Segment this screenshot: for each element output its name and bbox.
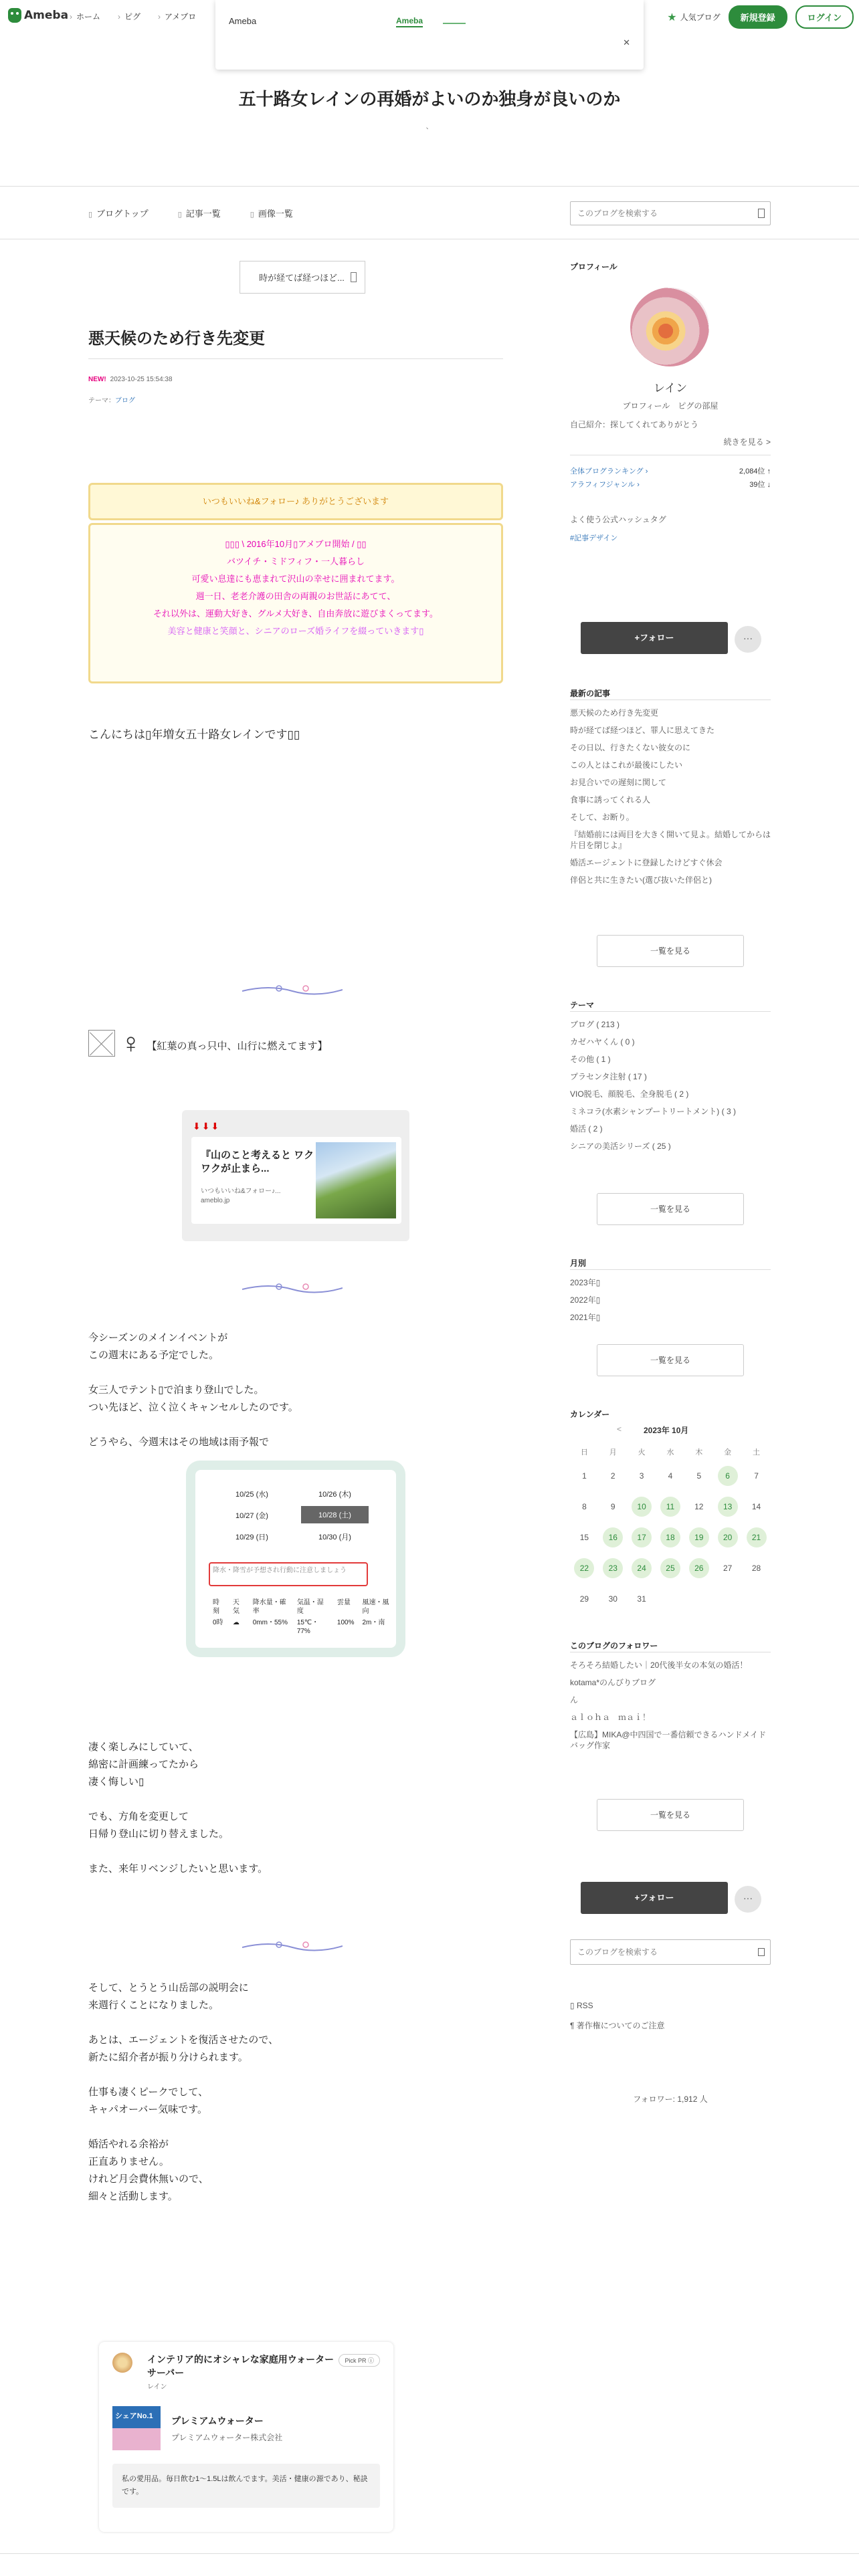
link-card-title: 『山のこと考えると ワクワクが止まら... bbox=[201, 1150, 314, 1174]
recent-item[interactable]: この人とはこれが最後にしたい bbox=[570, 760, 683, 770]
profile-name[interactable]: レイン bbox=[653, 382, 688, 395]
text-line: どうやら、今週末はその地域は雨予報で bbox=[88, 1436, 270, 1448]
calendar-day-number: 31 bbox=[637, 1594, 646, 1604]
calendar-day bbox=[656, 1461, 685, 1491]
calendar-day[interactable] bbox=[684, 1553, 713, 1584]
calendar-day bbox=[713, 1584, 742, 1614]
intro-line: ▯▯▯ \ 2016年10月▯アメブロ開始 / ▯▯ bbox=[225, 539, 367, 549]
forecast-date: 10/30 (月) bbox=[318, 1533, 351, 1541]
sidebar-search-box bbox=[570, 1939, 771, 1965]
calendar-day-number: 5 bbox=[696, 1471, 702, 1481]
calendar-day-number: 20 bbox=[718, 1527, 738, 1547]
popular-label: 人気ブログ bbox=[680, 13, 721, 22]
calendar-day bbox=[684, 1491, 713, 1522]
calendar-day-number: 15 bbox=[579, 1533, 589, 1542]
weather-forecast-image bbox=[195, 1470, 396, 1648]
month-item[interactable]: 2021年▯ bbox=[570, 1313, 601, 1322]
header-actions bbox=[667, 5, 854, 29]
text-line: けれど月会費休無いので、 bbox=[88, 2173, 209, 2185]
calendar-day-number: 21 bbox=[747, 1527, 767, 1547]
theme-list bbox=[570, 1019, 771, 1158]
ranking-value: 39位 ↓ bbox=[749, 481, 771, 489]
calendar-day-number: 7 bbox=[754, 1471, 759, 1481]
cell-temp: 15℃・77% bbox=[296, 1619, 319, 1635]
sponsored-title: インテリア的にオシャレな家庭用ウォーターサーバー bbox=[147, 2354, 335, 2378]
link-card[interactable] bbox=[182, 1110, 409, 1241]
calendar-day-number: 11 bbox=[660, 1497, 680, 1517]
calendar-day-number: 13 bbox=[718, 1497, 738, 1517]
register-button[interactable]: 新規登録 bbox=[729, 5, 787, 29]
theme-item[interactable]: VIO脱毛、顔脱毛、全身脱毛 ( 2 ) bbox=[570, 1089, 689, 1099]
follower-item[interactable]: ａｌｏｈａ ｍａｉ！ bbox=[570, 1713, 651, 1722]
theme-item[interactable]: 婚活 ( 2 ) bbox=[570, 1124, 603, 1134]
section-divider bbox=[242, 1281, 343, 1295]
theme-heading: テーマ bbox=[570, 1000, 595, 1010]
theme-list-more-button[interactable]: 一覧を見る bbox=[597, 1193, 744, 1225]
calendar-day[interactable] bbox=[656, 1491, 685, 1522]
divider bbox=[570, 1011, 771, 1012]
venus-icon: ♀ bbox=[120, 1027, 142, 1059]
forecast-table bbox=[209, 1597, 396, 1637]
ranking-label: 全体ブログランキング › bbox=[570, 467, 648, 475]
calendar-day[interactable] bbox=[713, 1461, 742, 1491]
nav-image-list[interactable]: ▯ 画像一覧 bbox=[250, 207, 293, 219]
calendar-day-number: 23 bbox=[603, 1558, 623, 1578]
calendar-day bbox=[684, 1584, 713, 1614]
top-popup bbox=[215, 0, 644, 70]
paragraph bbox=[88, 2084, 208, 2119]
profile-heading: プロフィール bbox=[570, 262, 617, 272]
text-line: 凄く悔しい▯ bbox=[88, 1776, 145, 1788]
calendar-day-number: 10 bbox=[632, 1497, 652, 1517]
col-time: 時刻 bbox=[213, 1599, 219, 1615]
calendar-day bbox=[742, 1553, 771, 1584]
popup-link[interactable]: Ameba bbox=[396, 16, 423, 27]
paragraph bbox=[88, 1808, 229, 1843]
sponsored-author: レイン bbox=[147, 2383, 167, 2391]
calendar-day-number: 8 bbox=[582, 1502, 587, 1511]
recent-item[interactable]: お見合いでの遅刻に関して bbox=[570, 778, 667, 787]
forecast-date: 10/26 (木) bbox=[318, 1491, 351, 1499]
blog-nav bbox=[0, 186, 859, 239]
weekday-label: 月 bbox=[609, 1448, 617, 1457]
pick-pr-badge[interactable]: Pick PR ⓘ bbox=[339, 2354, 380, 2367]
new-badge: NEW! bbox=[88, 376, 106, 383]
calendar-grid bbox=[570, 1443, 771, 1614]
col-wind: 風速・風向 bbox=[362, 1599, 389, 1615]
ranking-overall[interactable] bbox=[570, 465, 771, 476]
calendar-day[interactable] bbox=[742, 1522, 771, 1553]
login-button[interactable]: ログイン bbox=[795, 5, 854, 29]
calendar-day bbox=[570, 1584, 599, 1614]
calendar-day bbox=[684, 1461, 713, 1491]
calendar-day-number: 22 bbox=[574, 1558, 594, 1578]
forecast-date: 10/29 (日) bbox=[235, 1533, 268, 1541]
text-line: また、来年リベンジしたいと思います。 bbox=[88, 1863, 268, 1874]
calendar-day-number: 30 bbox=[608, 1594, 617, 1604]
intro-box bbox=[88, 523, 503, 683]
text-line: 新たに紹介者が振り分けられます。 bbox=[88, 2052, 248, 2063]
calendar-day-number: 12 bbox=[694, 1502, 704, 1511]
intro-line: 美容と健康と笑顔と、シニアのローズ婚ライフを綴っていきます▯ bbox=[167, 626, 424, 636]
calendar-day-number: 3 bbox=[639, 1471, 644, 1481]
rss-label: RSS bbox=[576, 2001, 593, 2010]
text-line: 凄く楽しみにしていて、 bbox=[88, 1741, 199, 1753]
recent-item[interactable]: そして、お断り。 bbox=[570, 813, 634, 822]
text-line: あとは、エージェントを復活させたので、 bbox=[88, 2034, 279, 2046]
copyright-label: 著作権についてのご注意 bbox=[576, 2021, 665, 2030]
intro-line: バツイチ・ミドフィフ・一人暮らし bbox=[227, 556, 365, 566]
recent-item[interactable]: その日以、行きたくない彼女のに bbox=[570, 743, 691, 752]
rss-link[interactable]: ▯ RSS bbox=[570, 2001, 593, 2010]
paragraph bbox=[88, 1434, 269, 1451]
sidebar-search bbox=[570, 1939, 771, 1965]
text-line: 日帰り登山に切り替えました。 bbox=[88, 1828, 229, 1840]
close-icon[interactable]: ✕ bbox=[623, 37, 630, 47]
sidebar-footer-links bbox=[570, 1993, 771, 2033]
theme-item[interactable]: ブログ ( 213 ) bbox=[570, 1020, 620, 1029]
link-card-body[interactable] bbox=[191, 1137, 401, 1224]
calendar-day-number: 18 bbox=[660, 1527, 680, 1547]
recent-heading: 最新の記事 bbox=[570, 689, 611, 698]
popup-label: Ameba bbox=[229, 16, 257, 26]
calendar-day bbox=[656, 1584, 685, 1614]
cloud-icon: ☁ bbox=[232, 1619, 240, 1626]
calendar-day-number: 27 bbox=[723, 1564, 733, 1573]
product-name: プレミアムウォーター bbox=[171, 2416, 264, 2426]
calendar-day[interactable] bbox=[713, 1522, 742, 1553]
calendar-day[interactable] bbox=[570, 1553, 599, 1584]
weekday-label: 金 bbox=[724, 1448, 732, 1457]
title-divider bbox=[88, 358, 503, 359]
cell-precip: 0mm・55% bbox=[252, 1619, 288, 1626]
ranking-genre[interactable] bbox=[570, 479, 771, 490]
calendar-day[interactable] bbox=[599, 1553, 628, 1584]
text-line: この週末にある予定でした。 bbox=[88, 1350, 219, 1361]
prev-article-button[interactable]: 時が経てば経つほど... bbox=[240, 261, 365, 294]
thanks-banner: いつもいいね&フォロー♪ ありがとうございます bbox=[88, 483, 503, 520]
paragraph bbox=[88, 1382, 298, 1416]
calendar-day bbox=[570, 1461, 599, 1491]
forecast-date: 10/25 (水) bbox=[235, 1491, 268, 1499]
text-line: 婚活やれる余裕が bbox=[88, 2139, 169, 2150]
weather-warning: 降水・降雪が予想され行動に注意しましょう bbox=[209, 1562, 368, 1586]
forecast-date-selected: 10/28 (土) bbox=[301, 1506, 369, 1523]
follow-button[interactable]: +フォロー bbox=[581, 622, 728, 654]
intro-line: それ以外は、運動大好き、グルメ大好き、自由奔放に遊びまくってます。 bbox=[153, 609, 438, 619]
calendar-day-number bbox=[689, 1588, 709, 1608]
text-line: 細々と活動します。 bbox=[88, 2191, 178, 2202]
global-nav bbox=[70, 11, 196, 22]
popup-underline bbox=[443, 23, 466, 24]
theme-link[interactable]: ブログ bbox=[115, 397, 135, 405]
search-icon[interactable] bbox=[758, 209, 765, 218]
col-temp: 気温・湿度 bbox=[296, 1599, 324, 1615]
profile-more-link[interactable]: 続きを見る > bbox=[723, 437, 771, 447]
calendar-day-number: 29 bbox=[579, 1594, 589, 1604]
cell-wind: 2m・南 bbox=[362, 1619, 385, 1626]
calendar-month: 2023年 10月 bbox=[644, 1426, 689, 1435]
popular-blog-link[interactable] bbox=[667, 11, 720, 24]
text-line: そして、とうとう山岳部の説明会に bbox=[88, 1982, 249, 1994]
paragraph bbox=[88, 1860, 268, 1878]
follow-row-bottom bbox=[581, 1882, 761, 1914]
followers-list bbox=[570, 1660, 771, 1757]
follower-item[interactable]: そろそろ結婚したい｜20代後半女の本気の婚活！ bbox=[570, 1660, 748, 1670]
text-line: でも、方角を変更して bbox=[88, 1811, 189, 1822]
intro-line: 可愛い息達にも恵まれて沢山の幸せに囲まれてます。 bbox=[191, 574, 400, 584]
crown-icon: ★ bbox=[667, 11, 677, 23]
link-card-desc: いつもいいね&フォロー♪... bbox=[201, 1188, 281, 1195]
follower-item[interactable]: 【広島】MIKA@中四国で一番信頼できるハンドメイドバッグ作家 bbox=[570, 1730, 767, 1750]
calendar-day-number: 2 bbox=[610, 1471, 615, 1481]
recent-item[interactable]: 食事に誘ってくれる人 bbox=[570, 795, 651, 804]
calendar-day bbox=[570, 1522, 599, 1553]
calendar-day bbox=[628, 1461, 656, 1491]
paragraph bbox=[88, 1979, 249, 2014]
sponsored-card[interactable] bbox=[99, 2342, 393, 2532]
calendar-prev-icon[interactable]: < bbox=[617, 1424, 622, 1434]
paragraph bbox=[88, 2136, 209, 2206]
author-avatar bbox=[112, 2353, 132, 2373]
calendar-day[interactable] bbox=[713, 1491, 742, 1522]
article-theme bbox=[88, 395, 135, 405]
col-cloud: 雲量 bbox=[337, 1599, 351, 1606]
text-line: 女三人でテント▯で泊まり登山でした。 bbox=[88, 1384, 264, 1396]
footer-divider bbox=[0, 2553, 859, 2554]
search-icon[interactable] bbox=[758, 1948, 765, 1956]
nav-ameblo[interactable]: › アメブロ bbox=[158, 11, 196, 22]
nav-entry-list[interactable]: ▯ 記事一覧 bbox=[178, 207, 221, 219]
calendar-day bbox=[628, 1584, 656, 1614]
follow-button[interactable]: +フォロー bbox=[581, 1882, 728, 1914]
section-divider bbox=[242, 1939, 343, 1953]
follower-item[interactable]: ん bbox=[570, 1695, 579, 1705]
text-line: 綿密に計画練ってたから bbox=[88, 1759, 199, 1770]
profile-avatar[interactable] bbox=[630, 288, 709, 366]
paragraph bbox=[88, 2032, 278, 2066]
recent-item[interactable]: 時が経てば経つほど、罪人に思えてきた bbox=[570, 726, 715, 735]
theme-item[interactable]: プラセンタ注射 ( 17 ) bbox=[570, 1072, 647, 1081]
blog-search-input[interactable] bbox=[571, 202, 738, 225]
text-line: 正直ありません。 bbox=[88, 2156, 169, 2167]
more-options-icon[interactable]: ··· bbox=[735, 1886, 761, 1913]
follower-count: フォロワー: 1,912 人 bbox=[633, 2095, 708, 2104]
text-line: つい先ほど、泣く泣くキャンセルしたのです。 bbox=[88, 1402, 298, 1413]
sidebar-search-input[interactable] bbox=[571, 1940, 738, 1964]
product-comment: 私の愛用品。毎日飲む1〜1.5Lは飲んでます。美活・健康の源であり、秘訣です。 bbox=[112, 2464, 380, 2508]
calendar-day-number: 1 bbox=[582, 1471, 587, 1481]
ranking-label: アラフィフジャンル › bbox=[570, 481, 640, 489]
follow-row bbox=[581, 622, 761, 654]
calendar-day[interactable] bbox=[628, 1553, 656, 1584]
paragraph bbox=[88, 1329, 227, 1364]
weekday-label: 土 bbox=[753, 1448, 761, 1457]
hashtag-heading: よく使う公式ハッシュタグ bbox=[570, 515, 666, 524]
ameba-logo[interactable] bbox=[8, 8, 68, 23]
calendar-day-number: 17 bbox=[632, 1527, 652, 1547]
down-arrows-icon: ⬇⬇⬇ bbox=[193, 1121, 221, 1132]
profile-self-intro: 自己紹介：探してくれてありがとう bbox=[570, 420, 699, 429]
article-meta bbox=[88, 376, 173, 383]
recent-item[interactable]: 婚活エージェントに登録したけどすぐ休会 bbox=[570, 858, 723, 867]
calendar-day[interactable] bbox=[599, 1522, 628, 1553]
divider bbox=[570, 1269, 771, 1270]
article-title[interactable]: 悪天候のため行き先変更 bbox=[88, 330, 265, 348]
blog-search bbox=[570, 201, 771, 225]
weekday-label: 水 bbox=[666, 1448, 674, 1457]
calendar-day-number: 4 bbox=[668, 1471, 673, 1481]
recent-item[interactable]: 悪天候のため行き先変更 bbox=[570, 708, 659, 718]
followers-more-button[interactable]: 一覧を見る bbox=[597, 1799, 744, 1831]
paragraph bbox=[88, 1739, 199, 1791]
mountain-thumbnail bbox=[316, 1142, 396, 1218]
col-weather: 天気 bbox=[232, 1599, 240, 1615]
calendar-day[interactable] bbox=[684, 1522, 713, 1553]
text-line: 仕事も凄くピークでして、 bbox=[88, 2086, 209, 2098]
recent-list-more-button[interactable]: 一覧を見る bbox=[597, 935, 744, 967]
calendar-heading: カレンダー bbox=[570, 1410, 610, 1419]
calendar-day bbox=[599, 1491, 628, 1522]
profile-links[interactable]: プロフィール ピグの部屋 bbox=[622, 401, 719, 411]
theme-item[interactable]: シニアの美活シリーズ ( 25 ) bbox=[570, 1142, 671, 1151]
theme-item[interactable]: カゼハヤくん ( 0 ) bbox=[570, 1037, 635, 1047]
ameba-logo-icon bbox=[8, 8, 21, 23]
more-options-icon[interactable]: ··· bbox=[735, 626, 761, 653]
copyright-link[interactable]: ¶ 著作権についてのご注意 bbox=[570, 2021, 665, 2030]
cell-cloud: 100% bbox=[337, 1619, 355, 1626]
recent-item[interactable]: 『結婚前には両目を大きく開いて見よ。結婚してからは片目を閉じよ』 bbox=[570, 830, 771, 850]
text-line: キャパオーバー気味です。 bbox=[88, 2104, 208, 2115]
month-list bbox=[570, 1277, 771, 1329]
calendar-day-number: 19 bbox=[689, 1527, 709, 1547]
calendar-day-number: 24 bbox=[632, 1558, 652, 1578]
calendar-day[interactable] bbox=[628, 1491, 656, 1522]
link-card-domain: ameblo.jp bbox=[201, 1197, 230, 1204]
logo-text: Ameba bbox=[24, 9, 69, 22]
nav-pigg[interactable]: › ピグ bbox=[118, 11, 140, 22]
section-divider bbox=[242, 983, 343, 996]
blog-subtitle: 、 bbox=[425, 122, 434, 130]
month-item[interactable]: 2023年▯ bbox=[570, 1278, 601, 1287]
calendar-day-number: 25 bbox=[660, 1558, 680, 1578]
product-image bbox=[112, 2406, 161, 2450]
weekday-label: 火 bbox=[638, 1448, 646, 1457]
calendar-day-number: 6 bbox=[718, 1466, 738, 1486]
recent-item[interactable]: 伴侶と共に生きたい(選び抜いた伴侶と) bbox=[570, 875, 712, 885]
month-item[interactable]: 2022年▯ bbox=[570, 1295, 601, 1305]
text-line: 来週行くことになりました。 bbox=[88, 2000, 219, 2011]
calendar-day-number: 16 bbox=[603, 1527, 623, 1547]
calendar-day[interactable] bbox=[656, 1553, 685, 1584]
hashtag-link[interactable]: #記事デザイン bbox=[570, 534, 618, 542]
calendar-day-number bbox=[660, 1588, 680, 1608]
ranking-value: 2,084位 ↑ bbox=[739, 467, 771, 475]
broken-image-row bbox=[88, 1027, 328, 1059]
calendar-day bbox=[599, 1584, 628, 1614]
calendar-day-number: 9 bbox=[610, 1502, 615, 1511]
calendar-day[interactable] bbox=[656, 1522, 685, 1553]
calendar-day bbox=[742, 1461, 771, 1491]
theme-prefix: テーマ： bbox=[88, 397, 115, 405]
article-date: 2023-10-25 15:54:38 bbox=[110, 376, 173, 383]
follower-item[interactable]: kotama*のんびりブログ bbox=[570, 1678, 656, 1687]
weekday-label: 日 bbox=[580, 1448, 588, 1457]
weekday-label: 木 bbox=[695, 1448, 703, 1457]
image-caption: 【紅葉の真っ只中、山行に燃えてます】 bbox=[147, 1041, 328, 1052]
intro-line: 週一日、老老介護の田舎の両親のお世話にあてて、 bbox=[195, 591, 396, 601]
calendar-day-number: 14 bbox=[751, 1502, 761, 1511]
product-company: プレミアムウォーター株式会社 bbox=[171, 2433, 283, 2442]
broken-image-icon bbox=[88, 1030, 115, 1057]
col-precip: 降水量・確率 bbox=[252, 1599, 286, 1615]
nav-blog-top[interactable]: ▯ ブログトップ bbox=[88, 207, 149, 219]
cell-time: 0時 bbox=[213, 1619, 223, 1626]
followers-heading: このブログのフォロワー bbox=[570, 1641, 658, 1650]
greeting: こんにちは▯年増女五十路女レインです▯▯ bbox=[88, 728, 300, 741]
forecast-date: 10/27 (金) bbox=[235, 1512, 268, 1520]
theme-item[interactable]: ミネコラ(水素シャンプートリートメント) ( 3 ) bbox=[570, 1107, 736, 1116]
calendar-day bbox=[742, 1584, 771, 1614]
monthly-heading: 月別 bbox=[570, 1259, 587, 1268]
theme-item[interactable]: その他 ( 1 ) bbox=[570, 1055, 611, 1064]
month-list-more-button[interactable]: 一覧を見る bbox=[597, 1344, 744, 1376]
blog-title[interactable]: 五十路女レインの再婚がよいのか独身が良いのか bbox=[238, 89, 621, 109]
product-badge: シェアNo.1 bbox=[115, 2412, 153, 2420]
calendar-day bbox=[599, 1461, 628, 1491]
calendar-day-number bbox=[747, 1588, 767, 1608]
calendar-day-number: 26 bbox=[689, 1558, 709, 1578]
calendar-day-number bbox=[718, 1588, 738, 1608]
calendar-day bbox=[570, 1491, 599, 1522]
nav-home[interactable]: › ホーム bbox=[70, 11, 100, 22]
text-line: 今シーズンのメインイベントが bbox=[88, 1332, 228, 1344]
calendar-day[interactable] bbox=[628, 1522, 656, 1553]
recent-list bbox=[570, 708, 771, 892]
calendar-day bbox=[713, 1553, 742, 1584]
calendar-day bbox=[742, 1491, 771, 1522]
calendar-day-number: 28 bbox=[751, 1564, 761, 1573]
